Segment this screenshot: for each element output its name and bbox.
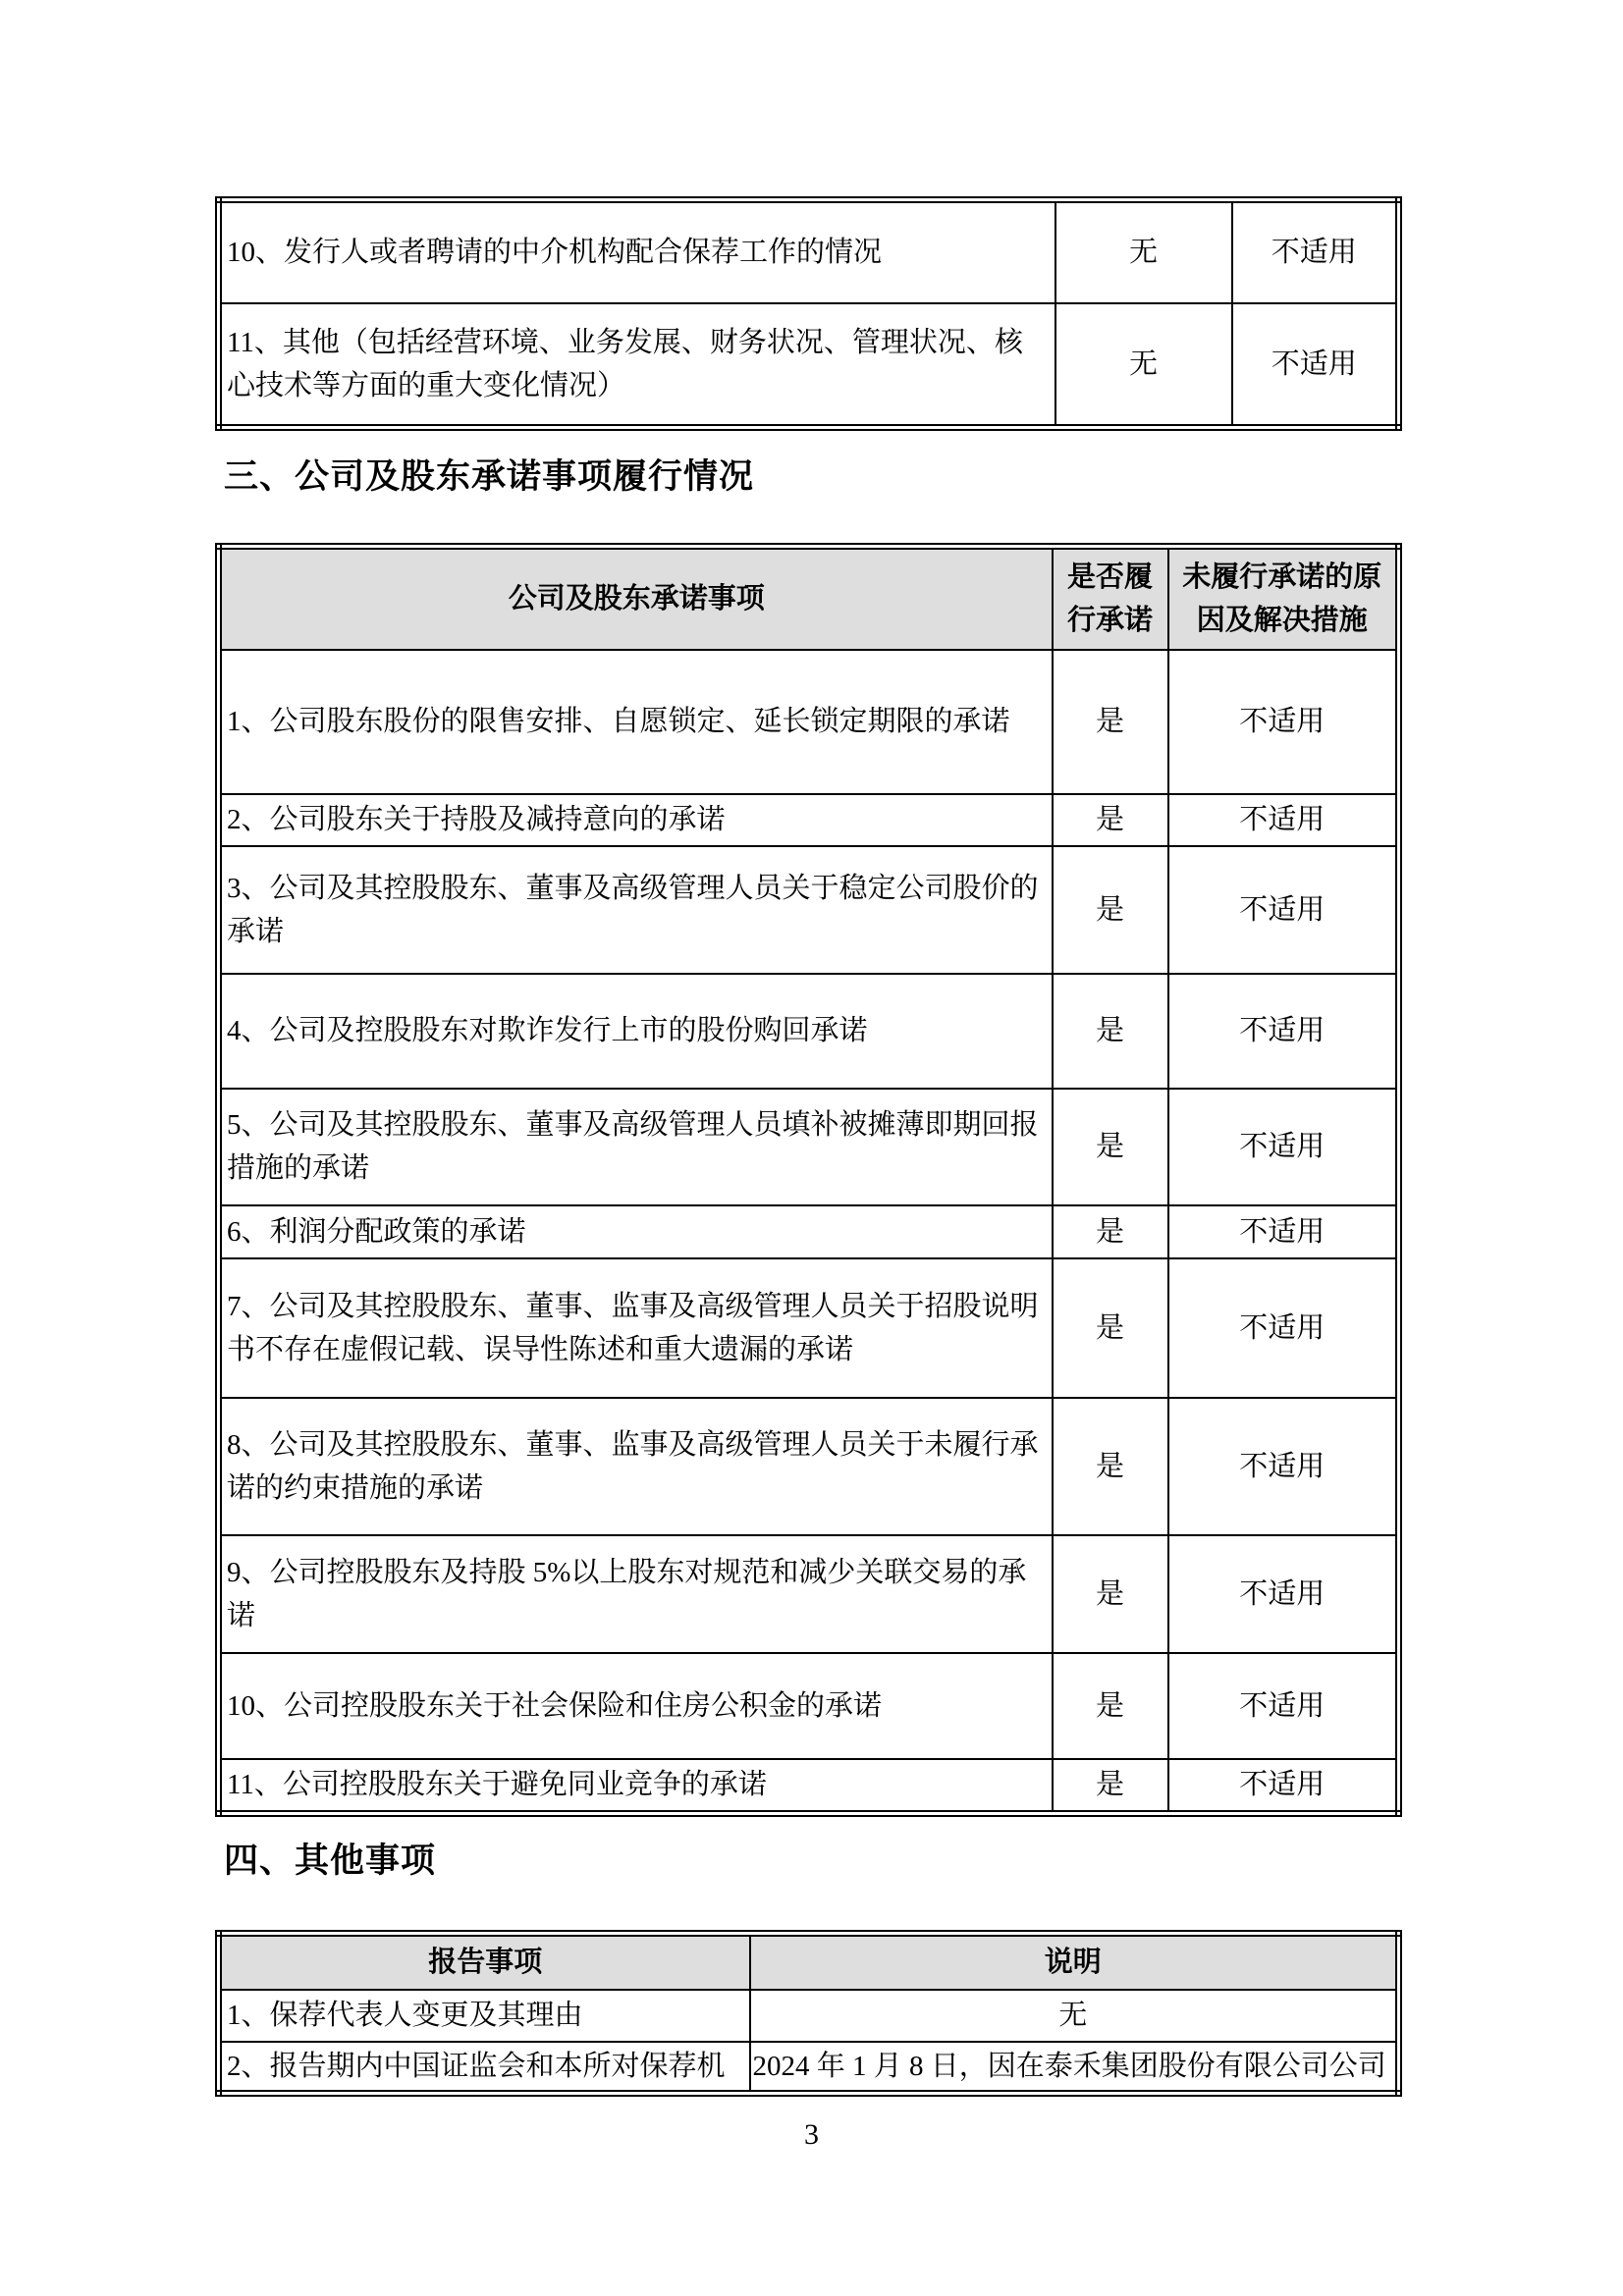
- table-row: [219, 1398, 1399, 1535]
- commitment-reason: 不适用: [1168, 1205, 1399, 1258]
- commitment-item: 3、公司及其控股股东、董事及高级管理人员关于稳定公司股价的承诺: [219, 846, 1053, 974]
- table-row: [219, 1258, 1399, 1398]
- commitment-fulfilled: 是: [1053, 1089, 1168, 1205]
- other-matters-table: [215, 1930, 1402, 2097]
- commitment-reason: 不适用: [1168, 1653, 1399, 1759]
- table-row: [219, 650, 1399, 794]
- section-heading-3: 三、公司及股东承诺事项履行情况: [224, 457, 755, 496]
- commitment-fulfilled: 是: [1053, 846, 1168, 974]
- matter-status: 无: [1055, 303, 1232, 428]
- commitment-table: [215, 543, 1402, 1817]
- matter-item: 11、其他（包括经营环境、业务发展、财务状况、管理状况、核心技术等方面的重大变化情况）: [219, 303, 1055, 428]
- matter-item: 10、发行人或者聘请的中介机构配合保荐工作的情况: [219, 200, 1055, 303]
- table-row: [219, 200, 1399, 303]
- table-row: [219, 974, 1399, 1089]
- page-number: 3: [804, 2118, 819, 2151]
- commitment-reason: 不适用: [1168, 1759, 1399, 1814]
- table-row: [219, 1990, 1399, 2042]
- header-cell-reason: 未履行承诺的原因及解决措施: [1168, 547, 1399, 650]
- matter-remark: 不适用: [1232, 200, 1399, 303]
- header-cell-report-item: 报告事项: [219, 1934, 750, 1990]
- commitment-fulfilled: 是: [1053, 1258, 1168, 1398]
- header-cell-item: 公司及股东承诺事项: [219, 547, 1053, 650]
- header-cell-fulfilled: 是否履行承诺: [1053, 547, 1168, 650]
- commitment-fulfilled: 是: [1053, 1759, 1168, 1814]
- commitment-reason: 不适用: [1168, 1398, 1399, 1535]
- report-item: 1、保荐代表人变更及其理由: [219, 1990, 750, 2042]
- table-header-row: [219, 547, 1399, 650]
- commitment-reason: 不适用: [1168, 650, 1399, 794]
- commitment-item: 2、公司股东关于持股及减持意向的承诺: [219, 794, 1053, 846]
- commitment-fulfilled: 是: [1053, 1205, 1168, 1258]
- commitment-reason: 不适用: [1168, 1089, 1399, 1205]
- table-row: [219, 1759, 1399, 1814]
- report-item: 2、报告期内中国证监会和本所对保荐机: [219, 2042, 750, 2094]
- section-heading-4: 四、其他事项: [224, 1842, 437, 1880]
- commitment-fulfilled: 是: [1053, 1398, 1168, 1535]
- commitment-reason: 不适用: [1168, 846, 1399, 974]
- matter-status: 无: [1055, 200, 1232, 303]
- commitment-fulfilled: 是: [1053, 650, 1168, 794]
- table-row: [219, 1089, 1399, 1205]
- commitment-item: 4、公司及控股股东对欺诈发行上市的股份购回承诺: [219, 974, 1053, 1089]
- table-header-row: [219, 1934, 1399, 1990]
- commitment-fulfilled: 是: [1053, 1535, 1168, 1653]
- commitment-item: 7、公司及其控股股东、董事、监事及高级管理人员关于招股说明书不存在虚假记载、误导性陈述和重大遗漏的承诺: [219, 1258, 1053, 1398]
- commitment-reason: 不适用: [1168, 1535, 1399, 1653]
- table-row: [219, 2042, 1399, 2094]
- table-row: [219, 1535, 1399, 1653]
- report-description: 2024 年 1 月 8 日，因在泰禾集团股份有限公司公司: [750, 2042, 1399, 2094]
- table-row: [219, 794, 1399, 846]
- commitment-item: 6、利润分配政策的承诺: [219, 1205, 1053, 1258]
- prior-matters-table: [215, 196, 1402, 431]
- report-description: 无: [750, 1990, 1399, 2042]
- table-row: [219, 1205, 1399, 1258]
- commitment-reason: 不适用: [1168, 1258, 1399, 1398]
- table-row: [219, 846, 1399, 974]
- commitment-item: 5、公司及其控股股东、董事及高级管理人员填补被摊薄即期回报措施的承诺: [219, 1089, 1053, 1205]
- commitment-item: 9、公司控股股东及持股 5%以上股东对规范和减少关联交易的承诺: [219, 1535, 1053, 1653]
- commitment-reason: 不适用: [1168, 974, 1399, 1089]
- commitment-item: 1、公司股东股份的限售安排、自愿锁定、延长锁定期限的承诺: [219, 650, 1053, 794]
- matter-remark: 不适用: [1232, 303, 1399, 428]
- commitment-item: 8、公司及其控股股东、董事、监事及高级管理人员关于未履行承诺的约束措施的承诺: [219, 1398, 1053, 1535]
- commitment-fulfilled: 是: [1053, 1653, 1168, 1759]
- table-row: [219, 303, 1399, 428]
- commitment-item: 10、公司控股股东关于社会保险和住房公积金的承诺: [219, 1653, 1053, 1759]
- table-row: [219, 1653, 1399, 1759]
- commitment-reason: 不适用: [1168, 794, 1399, 846]
- commitment-item: 11、公司控股股东关于避免同业竞争的承诺: [219, 1759, 1053, 1814]
- commitment-fulfilled: 是: [1053, 794, 1168, 846]
- commitment-fulfilled: 是: [1053, 974, 1168, 1089]
- header-cell-description: 说明: [750, 1934, 1399, 1990]
